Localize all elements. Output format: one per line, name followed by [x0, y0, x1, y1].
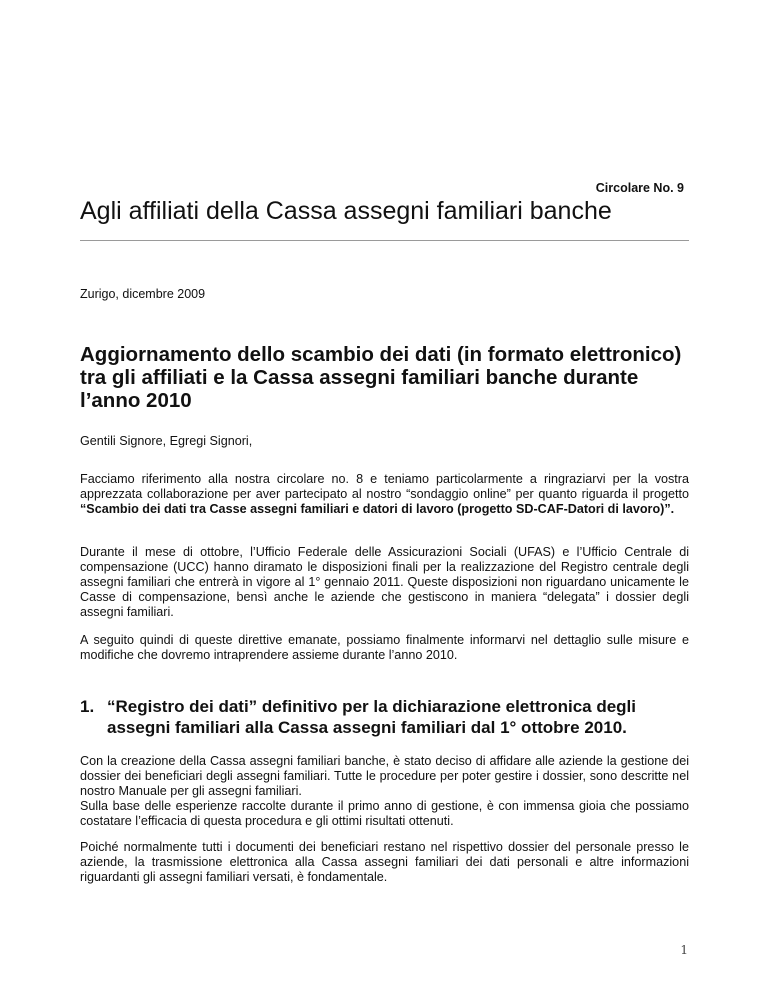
- title-divider: [80, 240, 689, 241]
- page-number: 1: [680, 943, 688, 957]
- section-1-title: “Registro dei dati” definitivo per la dichiarazione elettronica degli assegni familiari alla Cassa assegni familiari dal 1° ottobre 2010.: [107, 697, 636, 737]
- date-line: Zurigo, dicembre 2009: [80, 287, 206, 301]
- section-1-paragraph-1a: Con la creazione della Cassa assegni familiari banche, è stato deciso di affidare alle aziende la gestione dei dossier dei beneficiari degli assegni familiari. Tutte le procedure per poter gestire i dossier, sono descritte nel nostro Manuale per gli assegni familiari.: [80, 754, 689, 798]
- project-name: “Scambio dei dati tra Casse assegni familiari e datori di lavoro (progetto SD-CAF-Datori di lavoro)”.: [80, 502, 675, 516]
- section-1-heading: [80, 696, 700, 738]
- paragraph-measures: A seguito quindi di queste direttive emanate, possiamo finalmente informarvi nel dettaglio sulle misure e modifiche che dovremo intraprendere assieme durante l’anno 2010.: [80, 633, 689, 662]
- paragraph-ufas: Durante il mese di ottobre, l’Ufficio Federale delle Assicurazioni Sociali (UFAS) e l’Ufficio Centrale di compensazione (UCC) hanno diramato le disposizioni finali per la realizzazione del Registro centrale degli assegni familiari che entrerà in vigore al 1° gennaio 2011. Queste disposizioni non riguardano unicamente le Casse di compensazione, bensì anche le aziende che gestiscono in maniera “delegata” i dossier degli assegni familiari.: [80, 545, 689, 619]
- section-1-paragraph-2: Poiché normalmente tutti i documenti dei beneficiari restano nel rispettivo dossier del personale presso le aziende, la trasmissione elettronica alla Cassa assegni familiari dei dati personali e altre informazioni riguardanti gli assegni familiari versati, è fondamentale.: [80, 840, 689, 884]
- paragraph-intro-text: Facciamo riferimento alla nostra circolare no. 8 e teniamo particolarmente a ringraziarvi per la vostra apprezzata collaborazione per aver partecipato al nostro “sondaggio online” per quanto riguarda il progetto: [80, 472, 689, 501]
- section-1-number: 1.: [80, 697, 95, 716]
- section-1-paragraph-1b: Sulla base delle esperienze raccolte durante il primo anno di gestione, è con immensa gioia che possiamo costatare l’efficacia di questa procedura e gli ottimi risultati ottenuti.: [80, 799, 689, 828]
- section-1-paragraph-1: [80, 754, 689, 829]
- document-title: Agli affiliati della Cassa assegni familiari banche: [80, 197, 612, 225]
- salutation: Gentili Signore, Egregi Signori,: [80, 434, 253, 448]
- circular-number: Circolare No. 9: [595, 181, 684, 195]
- paragraph-intro: [80, 472, 689, 517]
- main-heading: Aggiornamento dello scambio dei dati (in formato elettronico) tra gli affiliati e la Cassa assegni familiari banche durante l’anno 2010: [80, 343, 682, 412]
